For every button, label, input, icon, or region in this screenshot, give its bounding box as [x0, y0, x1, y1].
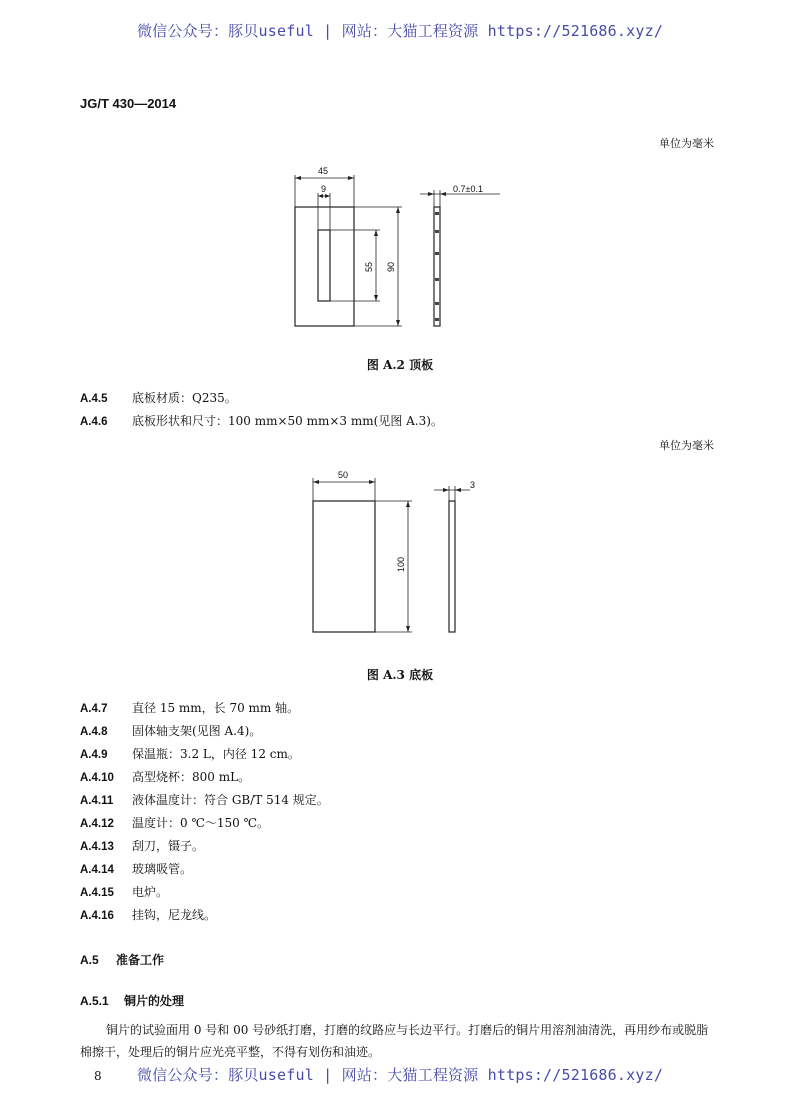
- figure-a2-drawing: [0, 0, 800, 340]
- item-a46: A.4.6 底板形状和尺寸：100 mm×50 mm×3 mm(见图 A.3)。: [80, 414, 443, 428]
- section-a5-heading: A.5 准备工作: [80, 953, 165, 967]
- unit-note-a2: 单位为毫米: [659, 137, 714, 150]
- dim-a2-thickness: 0.7±0.1: [453, 184, 483, 194]
- watermark-bottom: 微信公众号：豚贝useful | 网站：大猫工程资源 https://521686.xyz/: [136, 1066, 664, 1084]
- item-a413: A.4.13 刮刀，镊子。: [80, 839, 205, 853]
- item-a415: A.4.15 电炉。: [80, 885, 169, 899]
- dim-a3-thickness: 3: [470, 480, 476, 490]
- dim-a2-height: 90: [386, 261, 396, 272]
- item-a411: A.4.11 液体温度计：符合 GB/T 514 规定。: [80, 793, 329, 807]
- item-a410: A.4.10 高型烧杯：800 mL。: [80, 770, 251, 784]
- page-number: 8: [94, 1069, 102, 1083]
- copper-treatment-paragraph: 铜片的试验面用 0 号和 00 号砂纸打磨，打磨的纹路应与长边平行。打磨后的铜片用溶剂油清洗，再用纱布或脱脂棉擦干，处理后的铜片应光亮平整，不得有划伤和油迹。: [80, 1023, 709, 1059]
- standard-header: JG/T 430—2014: [80, 96, 177, 111]
- figure-a2-caption: 图 A.2 顶板: [366, 358, 434, 372]
- top-plate-outline: [295, 207, 354, 326]
- top-plate-side-view: [434, 207, 440, 326]
- item-a48: A.4.8 固体轴支架(见图 A.4)。: [80, 724, 262, 738]
- bottom-plate-outline: [313, 501, 375, 632]
- item-a49: A.4.9 保温瓶：3.2 L，内径 12 cm。: [80, 747, 300, 761]
- item-a414: A.4.14 玻璃吸管。: [80, 862, 193, 876]
- dim-a3-width: 50: [338, 470, 349, 480]
- section-a51-heading: A.5.1 铜片的处理: [80, 994, 185, 1008]
- item-a45: A.4.5 底板材质：Q235。: [80, 391, 237, 405]
- figure-a3-caption: 图 A.3 底板: [366, 668, 434, 682]
- unit-note-a3: 单位为毫米: [659, 439, 714, 452]
- dim-a2-slot-height: 55: [364, 261, 374, 272]
- watermark-top: 微信公众号：豚贝useful | 网站：大猫工程资源 https://521686.xyz/: [136, 22, 664, 40]
- item-a416: A.4.16 挂钩，尼龙线。: [80, 908, 217, 922]
- dim-a2-slot-width: 9: [321, 184, 327, 194]
- top-plate-slot: [318, 230, 330, 301]
- bottom-plate-side-view: [449, 501, 455, 632]
- figure-a3-drawing: [0, 460, 800, 640]
- item-a47: A.4.7 直径 15 mm，长 70 mm 轴。: [80, 701, 300, 715]
- dim-a2-width: 45: [318, 166, 329, 176]
- dim-a3-height: 100: [396, 556, 406, 572]
- item-a412: A.4.12 温度计：0 ℃～150 ℃。: [80, 816, 270, 830]
